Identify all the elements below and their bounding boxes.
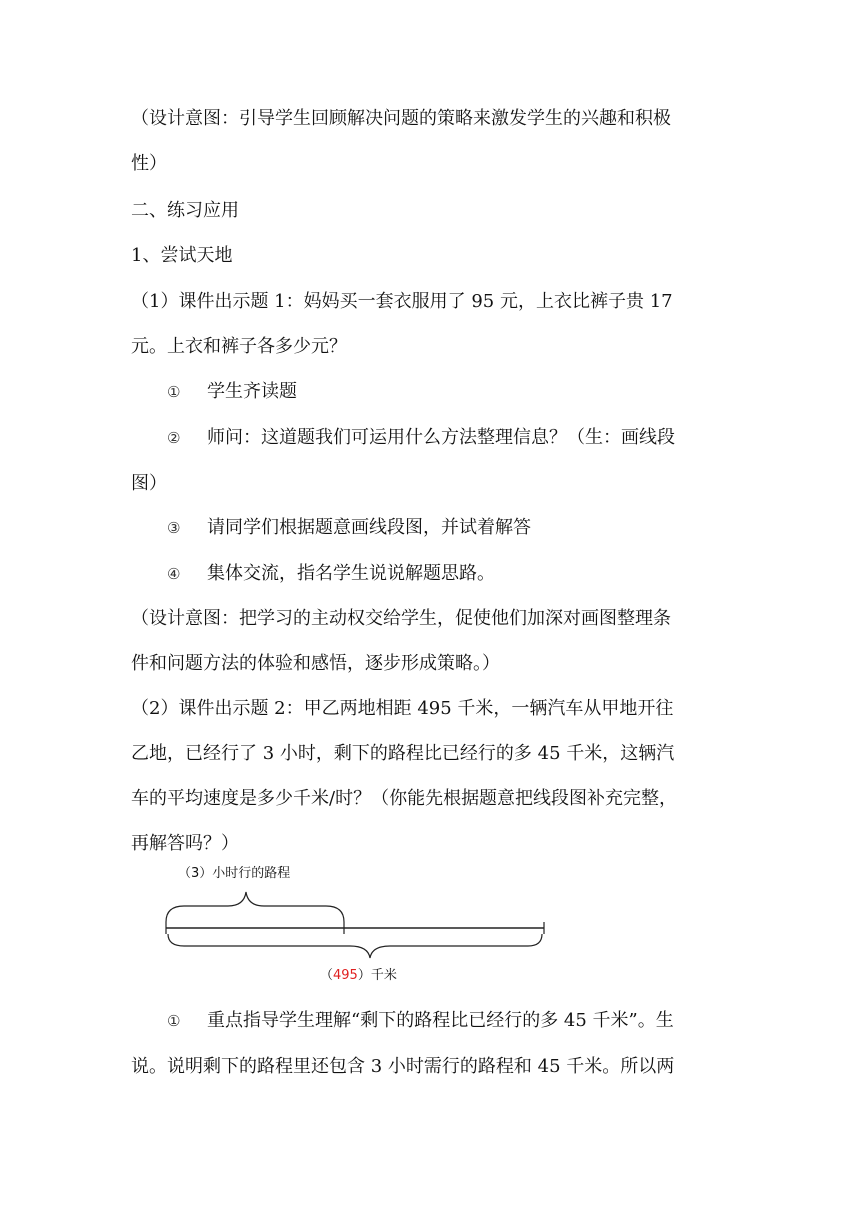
list-item [131,505,731,551]
design-intent-1 [131,96,731,186]
text-line: （2）课件出示题 2：甲乙两地相距 495 千米，一辆汽车从甲地开往 [131,698,674,719]
bottom-brace-label [320,964,397,983]
list-item [131,415,731,506]
text-line: （设计意图：把学习的主动权交给学生，促使他们加深对画图整理条 [131,608,671,629]
item-text: 师问：这道题我们可运用什么方法整理信息？（生：画线段 [207,427,675,448]
item-number: ④ [167,565,181,583]
item-text: 集体交流，指名学生说说解题思路。 [207,563,495,584]
text-line: 元。上衣和裤子各多少元？ [131,336,347,357]
item-text: 请同学们根据题意画线段图，并试着解答 [207,517,531,538]
text-line: 件和问题方法的体验和感悟，逐步形成策略。） [131,653,500,674]
bottom-brace [168,934,542,958]
text-line: 再解答吗？） [131,833,239,854]
label-paren: （ [320,968,334,983]
section-heading: 二、练习应用 [131,200,239,221]
item-number: ① [167,1012,181,1030]
design-intent-2 [131,596,731,686]
top-brace-label: （3）小时行的路程 [178,866,291,881]
item-text-continued: 图） [131,473,167,494]
list-item [131,369,731,415]
text-line: （设计意图：引导学生回顾解决问题的策略来激发学生的兴趣和积极 [131,108,671,129]
top-brace [166,892,344,922]
problem-2 [131,686,731,866]
item-text-continued: 说。说明剩下的路程里还包含 3 小时需行的路程和 45 千米。所以两 [131,1056,675,1077]
text-line: 车的平均速度是多少千米/时？（你能先根据题意把线段图补充完整， [131,788,678,809]
list-item [131,998,731,1089]
text-line: 乙地，已经行了 3 小时，剩下的路程比已经行的多 45 千米，这辆汽 [131,743,675,764]
item-number: ③ [167,519,181,537]
item-number: ② [167,429,181,447]
label-unit: ）千米 [357,968,397,983]
item-text: 学生齐读题 [207,381,297,402]
distance-value: 495 [333,968,358,983]
subsection-heading: 1、尝试天地 [131,245,233,266]
line-segment-diagram [150,858,570,988]
item-number: ① [167,383,181,401]
text-line: 性） [131,153,167,174]
list-item [131,551,731,597]
item-text: 重点指导学生理解“剩下的路程比已经行的多 45 千米”。生 [207,1010,674,1031]
problem-1 [131,279,731,369]
text-line: （1）课件出示题 1：妈妈买一套衣服用了 95 元，上衣比裤子贵 17 [131,291,673,312]
